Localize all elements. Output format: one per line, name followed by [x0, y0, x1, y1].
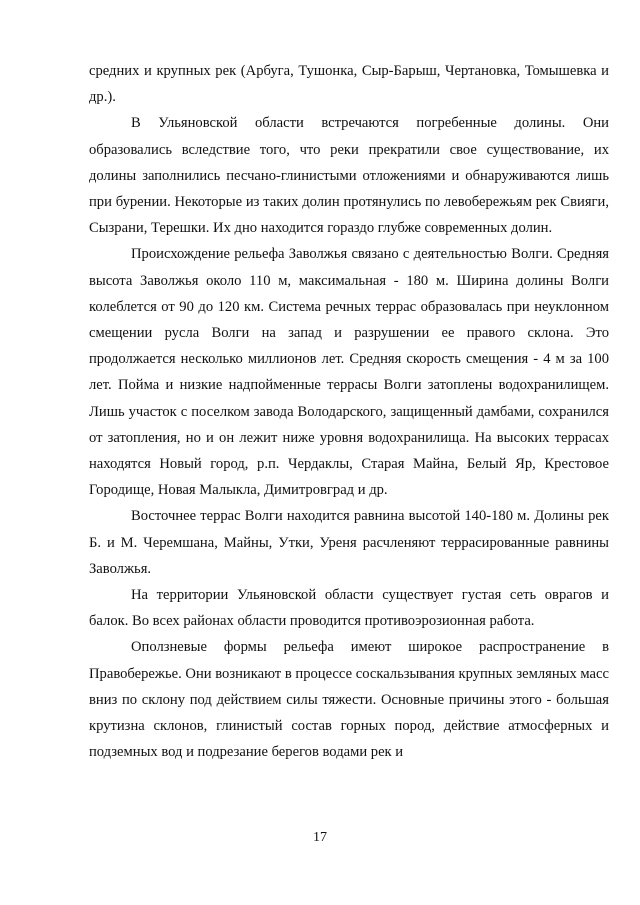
- page-number: 17: [313, 830, 327, 845]
- paragraph: В Ульяновской области встречаются погребенные долины. Они образовались вследствие того, что реки прекратили свое существование, их долины заполнились песчано-глинистыми отложениями и обнаруживаются лишь при бурении. Некоторые из таких долин протянулись по левобережьям рек Свияги, Сызрани, Терешки. Их дно находится гораздо глубже современных долин.: [89, 115, 609, 237]
- paragraph: Происхождение рельефа Заволжья связано с деятельностью Волги. Средняя высота Заволжья около 110 м, максимальная - 180 м. Ширина долины Волги колеблется от 90 до 120 км. Система речных террас образовалась при неуклонном смещении русла Волги на запад и разрушении ее правого склона. Это продолжается несколько миллионов лет. Средняя скорость смещения - 4 м за 100 лет. Пойма и низкие надпойменные террасы Волги затоплены водохранилищем. Лишь участок с поселком завода Володарского, защищенный дамбами, сохранился от затопления, но и он лежит ниже уровня водохранилища. На высоких террасах находятся Новый город, р.п. Чердаклы, Старая Майна, Белый Яр, Крестовое Городище, Новая Малыкла, Димитровград и др.: [89, 246, 609, 499]
- paragraph: На территории Ульяновской области существует густая сеть оврагов и балок. Во всех районах области проводится противоэрозионная работа.: [89, 587, 609, 630]
- paragraph: Восточнее террас Волги находится равнина высотой 140-180 м. Долины рек Б. и М. Черемшана, Майны, Утки, Уреня расчленяют террасированные равнины Заволжья.: [89, 508, 609, 577]
- document-body: [89, 58, 609, 765]
- paragraph: средних и крупных рек (Арбуга, Тушонка, Сыр-Барыш, Чертановка, Томышевка и др.).: [89, 63, 609, 106]
- paragraph: Оползневые формы рельефа имеют широкое распространение в Правобережье. Они возникают в процессе соскальзывания крупных земляных масс вниз по склону под действием силы тяжести. Основные причины этого - большая крутизна склонов, глинистый состав горных пород, действие атмосферных и подземных вод и подрезание берегов водами рек и: [89, 639, 609, 761]
